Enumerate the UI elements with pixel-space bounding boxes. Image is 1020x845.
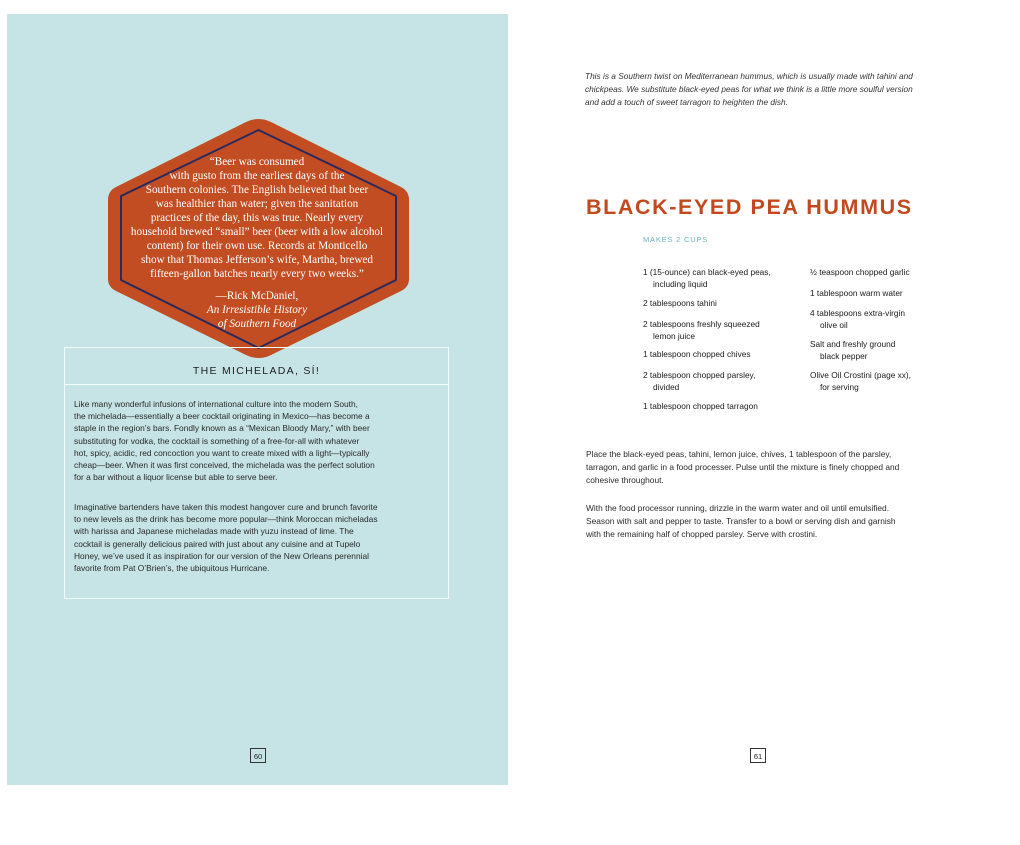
method-line: with the remaining half of chopped parsley. Serve with crostini. bbox=[586, 529, 818, 539]
body-line: with harissa and Japanese micheladas made with yuzu instead of lime. The bbox=[74, 526, 354, 537]
ingredient-line: 1 tablespoon chopped chives bbox=[643, 349, 751, 359]
quote-book-title: An Irresistible History bbox=[206, 304, 308, 316]
quote-book-title: of Southern Food bbox=[217, 318, 297, 330]
quote-line: fifteen-gallon batches nearly every two weeks.” bbox=[150, 268, 364, 280]
ingredient-line: 4 tablespoons extra-virgin bbox=[810, 308, 906, 318]
body-line: to new levels as the drink has become more popular—think Moroccan micheladas bbox=[74, 514, 378, 525]
ingredient-line: for serving bbox=[820, 381, 859, 392]
ingredient-item bbox=[643, 267, 771, 290]
intro-line: This is a Southern twist on Mediterranean hummus, which is usually made with tahini and bbox=[585, 71, 913, 81]
quote-line: content) for their own use. Records at Monticello bbox=[146, 240, 368, 252]
ingredient-line: 1 tablespoon chopped tarragon bbox=[643, 401, 758, 411]
ingredient-item bbox=[643, 370, 755, 393]
body-line: favorite from Pat O’Brien’s, the ubiquitous Hurricane. bbox=[74, 563, 270, 573]
ingredient-item bbox=[643, 401, 758, 413]
quote-line: with gusto from the earliest days of the bbox=[169, 170, 345, 182]
body-line: staple in the region’s bars. Fondly known as a “Mexican Bloody Mary,” with beer bbox=[74, 423, 370, 434]
quote-author: —Rick McDaniel, bbox=[215, 290, 299, 302]
quote-line: household brewed “small” beer (beer with a low alcohol bbox=[130, 226, 384, 238]
intro-line: and add a touch of sweet tarragon to heighten the dish. bbox=[585, 97, 788, 107]
ingredient-item bbox=[810, 339, 895, 362]
method-line: Place the black-eyed peas, tahini, lemon juice, chives, 1 tablespoon of the parsley, bbox=[586, 449, 892, 459]
ingredient-line: divided bbox=[653, 381, 680, 392]
ingredient-item bbox=[643, 319, 760, 342]
body-line: hot, spicy, acidic, red concoction you want to create mixed with a light—typically bbox=[74, 447, 370, 458]
quote-line: was healthier than water; given the sanitation bbox=[155, 198, 359, 210]
body-line: the michelada—essentially a beer cocktail originating in Mexico—has become a bbox=[74, 411, 370, 422]
ingredient-line: 2 tablespoons tahini bbox=[643, 298, 717, 308]
quote-text bbox=[127, 155, 387, 281]
body-line: for a bar without a liquor license but able to serve beer. bbox=[74, 472, 278, 483]
method-line: Season with salt and pepper to taste. Transfer to a bowl or serving dish and garnish bbox=[586, 516, 896, 526]
quote-line: show that Thomas Jefferson’s wife, Martha, brewed bbox=[141, 254, 373, 266]
recipe-title: BLACK-EYED PEA HUMMUS bbox=[586, 195, 913, 219]
method-line: tarragon, and garlic in a food processer. Pulse until the mixture is finely chopped and bbox=[586, 462, 900, 472]
quote-line: “Beer was consumed bbox=[209, 156, 305, 168]
body-line: Imaginative bartenders have taken this modest hangover cure and brunch favorite bbox=[74, 502, 378, 512]
page-number: 61 bbox=[750, 748, 766, 763]
body-line: substituting for vodka, the cocktail is something of a free-for-all with whatever bbox=[74, 435, 360, 446]
method-line: With the food processor running, drizzle in the warm water and oil until emulsified. bbox=[586, 503, 890, 513]
ingredient-item bbox=[810, 308, 905, 331]
quote-hexagon bbox=[105, 117, 412, 360]
body-line: Honey, we’ve used it as inspiration for our version of the New Orleans perennial bbox=[74, 550, 369, 561]
body-line: cheap—beer. When it was first conceived, the michelada was the perfect solution bbox=[74, 460, 375, 470]
ingredient-item bbox=[810, 267, 910, 279]
michelada-sidebar bbox=[64, 347, 449, 599]
body-line: Like many wonderful infusions of international culture into the modern South, bbox=[74, 399, 358, 409]
left-page bbox=[7, 14, 508, 785]
ingredient-line: 2 tablespoons freshly squeezed bbox=[643, 319, 760, 329]
ingredient-line: lemon juice bbox=[653, 330, 695, 341]
ingredient-line: olive oil bbox=[820, 319, 848, 330]
ingredient-line: Olive Oil Crostini (page xx), bbox=[810, 370, 911, 380]
ingredient-item bbox=[810, 370, 911, 393]
quote-line: practices of the day, this was true. Nearly every bbox=[150, 212, 364, 224]
ingredient-item bbox=[810, 288, 903, 300]
recipe-yield: MAKES 2 CUPS bbox=[643, 235, 709, 244]
ingredient-line: black pepper bbox=[820, 350, 868, 361]
method-line: cohesive throughout. bbox=[586, 475, 664, 485]
ingredient-line: 2 tablespoon chopped parsley, bbox=[643, 370, 756, 380]
intro-line: chickpeas. We substitute black-eyed peas for what we think is a little more soulful version bbox=[585, 84, 913, 94]
ingredient-line: 1 tablespoon warm water bbox=[810, 288, 903, 298]
quote-line: Southern colonies. The English believed that beer bbox=[145, 184, 369, 196]
sidebar-title-band bbox=[65, 348, 448, 385]
sidebar-title: THE MICHELADA, SÍ! bbox=[192, 365, 321, 377]
ingredient-line: ½ teaspoon chopped garlic bbox=[810, 267, 910, 277]
quote-attribution bbox=[127, 289, 387, 331]
ingredient-line: Salt and freshly ground bbox=[810, 339, 896, 349]
ingredient-line: including liquid bbox=[653, 278, 708, 289]
page-number: 60 bbox=[250, 748, 266, 763]
ingredient-item bbox=[643, 298, 717, 310]
body-line: cocktail is generally delicious paired with just about any cuisine and at Tupelo bbox=[74, 538, 361, 549]
ingredient-item bbox=[643, 349, 750, 361]
ingredient-line: 1 (15-ounce) can black-eyed peas, bbox=[643, 267, 771, 277]
